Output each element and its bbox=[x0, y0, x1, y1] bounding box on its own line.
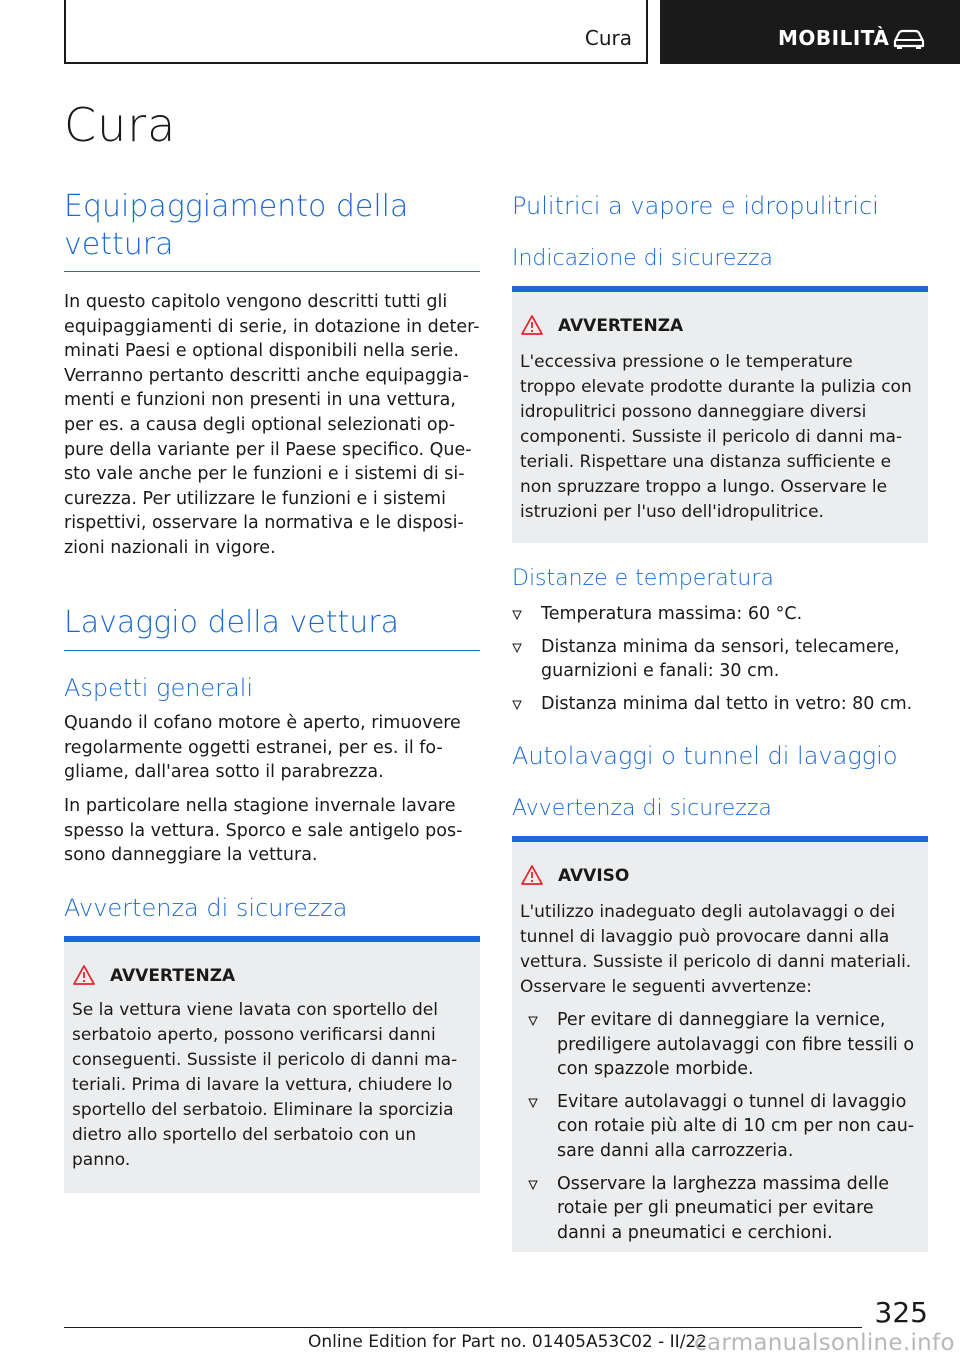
text-line: Distanza minima da sensori, telecamere, bbox=[541, 636, 900, 657]
text-line: componenti. Sussiste il pericolo di danni ma- bbox=[520, 427, 903, 447]
page-title: Cura bbox=[64, 98, 177, 152]
heading-steam-cleaners: Pulitrici a vapore e idropulitrici bbox=[512, 192, 879, 220]
text-line: per es. a causa degli optional selezionati op- bbox=[64, 414, 456, 435]
text-line: teriali. Rispettare una distanza sufficiente e bbox=[520, 452, 892, 472]
notice-label: AVVISO bbox=[558, 866, 630, 886]
text-line: minati Paesi e optional disponibili nella serie. bbox=[64, 341, 459, 362]
heading-rule bbox=[64, 271, 480, 272]
edition-info: Online Edition for Part no. 01405A53C02 - II/22 bbox=[308, 1332, 708, 1352]
text-line: Se la vettura viene lavata con sportello del bbox=[72, 1000, 438, 1020]
equipment-paragraph bbox=[64, 290, 480, 561]
bullet-triangle-icon bbox=[512, 610, 522, 620]
bullet-triangle-icon bbox=[512, 700, 522, 710]
text-line: In particolare nella stagione invernale lavare bbox=[64, 796, 456, 816]
text-line: L'utilizzo inadeguato degli autolavaggi o dei bbox=[520, 902, 896, 922]
notice-box bbox=[512, 836, 928, 1252]
bullet-triangle-icon bbox=[528, 1098, 538, 1108]
text-line: vettura. Sussiste il pericolo di danni materiali. bbox=[520, 952, 912, 972]
text-line: Temperatura massima: 60 °C. bbox=[541, 604, 803, 624]
heading-safety-warning-av: Avvertenza di sicurezza bbox=[512, 796, 772, 821]
text-line: Verranno pertanto descritti anche equipaggia- bbox=[64, 365, 469, 386]
text-line: spesso la vettura. Sporco e sale antigelo pos- bbox=[64, 820, 463, 841]
car-icon bbox=[892, 28, 926, 50]
warning-triangle-icon bbox=[520, 314, 544, 336]
list-item bbox=[528, 1090, 920, 1164]
text-line: regolarmente oggetti estranei, per es. il fo- bbox=[64, 737, 443, 758]
heading-equipment bbox=[64, 188, 480, 264]
text-line: dietro allo sportello del serbatoio con un bbox=[72, 1125, 417, 1145]
notice-bullet-list bbox=[528, 1008, 920, 1245]
text-line: zioni nazionali in vigore. bbox=[64, 537, 276, 558]
general-paragraph-2 bbox=[64, 794, 480, 868]
text-line: Osservare le seguenti avvertenze: bbox=[520, 977, 812, 997]
heading-general: Aspetti generali bbox=[64, 674, 254, 702]
header-section-title: Cura bbox=[584, 26, 632, 50]
notice-text bbox=[520, 900, 924, 1000]
text-line: Distanza minima dal tetto in vetro: 80 cm. bbox=[541, 693, 913, 714]
heading-equipment-line: vettura bbox=[64, 227, 174, 262]
text-line: teriali. Prima di lavare la vettura, chiudere lo bbox=[72, 1075, 453, 1095]
warning-label: AVVERTENZA bbox=[110, 966, 236, 986]
heading-distances: Distanze e temperatura bbox=[512, 566, 774, 591]
header-chapter-title: MOBILITÀ bbox=[778, 26, 890, 50]
text-line: equipaggiamenti di serie, in dotazione in deter- bbox=[64, 316, 480, 337]
text-line: idropulitrici possono danneggiare diversi bbox=[520, 402, 867, 422]
list-item bbox=[512, 635, 928, 684]
text-line: rispettivi, osservare la normativa e le disposi- bbox=[64, 513, 464, 534]
text-line: Quando il cofano motore è aperto, rimuovere bbox=[64, 713, 461, 733]
text-line: pure della variante per il Paese specifico. Que- bbox=[64, 439, 472, 460]
footer-rule bbox=[64, 1327, 862, 1328]
warning-label: AVVERTENZA bbox=[558, 316, 684, 336]
text-line: panno. bbox=[72, 1150, 131, 1170]
warning-box bbox=[64, 936, 480, 1193]
text-line: In questo capitolo vengono descritti tutti gli bbox=[64, 292, 448, 312]
text-line: rotaie per gli pneumatici per evitare bbox=[557, 1198, 874, 1219]
list-item bbox=[512, 602, 928, 627]
text-line: Osservare la larghezza massima delle bbox=[557, 1173, 890, 1194]
general-paragraph-1 bbox=[64, 711, 480, 785]
text-line: danni a pneumatici e cerchioni. bbox=[557, 1222, 833, 1243]
text-line: Evitare autolavaggi o tunnel di lavaggio bbox=[557, 1091, 907, 1112]
warning-triangle-icon bbox=[72, 964, 96, 986]
header-chapter-box bbox=[660, 0, 960, 64]
text-line: troppo elevate prodotte durante la pulizia con bbox=[520, 377, 912, 397]
warning-text bbox=[520, 350, 924, 525]
text-line: sportello del serbatoio. Eliminare la sporcizia bbox=[72, 1100, 454, 1120]
bullet-triangle-icon bbox=[528, 1180, 538, 1190]
heading-rule bbox=[64, 650, 480, 651]
text-line: istruzioni per l'uso dell'idropulitrice. bbox=[520, 502, 824, 522]
heading-safety-indication: Indicazione di sicurezza bbox=[512, 246, 774, 271]
text-line: sto vale anche per le funzioni e i sistemi di si- bbox=[64, 464, 465, 485]
text-line: sare danni alla carrozzeria. bbox=[557, 1140, 794, 1161]
text-line: menti e funzioni non presenti in una vettura, bbox=[64, 390, 456, 411]
header-section-box bbox=[64, 0, 648, 64]
page-number: 325 bbox=[874, 1296, 928, 1329]
text-line: curezza. Per utilizzare le funzioni e i sistemi bbox=[64, 488, 446, 509]
text-line: Per evitare di danneggiare la vernice, bbox=[557, 1010, 886, 1030]
heading-safety-warning: Avvertenza di sicurezza bbox=[64, 894, 348, 922]
warning-triangle-icon bbox=[520, 864, 544, 886]
heading-equipment-line: Equipaggiamento della bbox=[64, 189, 409, 224]
bullet-triangle-icon bbox=[528, 1016, 538, 1026]
text-line: con rotaie più alte di 10 cm per non cau- bbox=[557, 1116, 915, 1137]
heading-car-washes: Autolavaggi o tunnel di lavaggio bbox=[512, 742, 898, 770]
watermark: carmanualsonline.info bbox=[694, 1330, 955, 1356]
list-item bbox=[528, 1172, 920, 1246]
text-line: sono danneggiare la vettura. bbox=[64, 845, 318, 866]
text-line: conseguenti. Sussiste il pericolo di danni ma- bbox=[72, 1050, 458, 1070]
warning-box bbox=[512, 286, 928, 543]
distances-list bbox=[512, 602, 928, 716]
list-item bbox=[512, 692, 928, 717]
heading-car-wash: Lavaggio della vettura bbox=[64, 605, 400, 640]
text-line: guarnizioni e fanali: 30 cm. bbox=[541, 661, 780, 682]
text-line: serbatoio aperto, possono verificarsi danni bbox=[72, 1025, 436, 1045]
text-line: gliame, dall'area sotto il parabrezza. bbox=[64, 762, 384, 783]
text-line: non spruzzare troppo a lungo. Osservare le bbox=[520, 477, 888, 497]
text-line: L'eccessiva pressione o le temperature bbox=[520, 352, 853, 372]
warning-text bbox=[72, 998, 472, 1173]
text-line: con spazzole morbide. bbox=[557, 1059, 754, 1080]
list-item bbox=[528, 1008, 920, 1082]
bullet-triangle-icon bbox=[512, 643, 522, 653]
text-line: tunnel di lavaggio può provocare danni alla bbox=[520, 927, 890, 947]
text-line: prediligere autolavaggi con fibre tessili o bbox=[557, 1034, 915, 1055]
